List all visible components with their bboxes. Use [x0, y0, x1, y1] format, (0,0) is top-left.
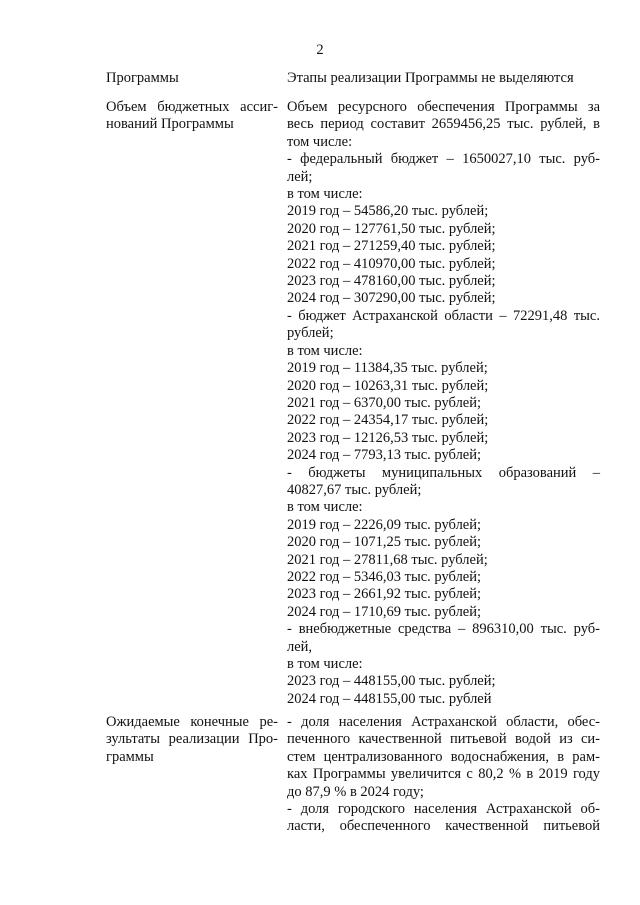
row-label-program-stages [106, 70, 278, 87]
text-line: нований Программы [106, 116, 234, 133]
text-line: 2020 год – 10263,31 тыс. рублей; [287, 377, 489, 394]
text-line: граммы [106, 748, 154, 765]
text-line: 2023 год – 2661,92 тыс. рублей; [287, 586, 482, 603]
text-line: том числе: [287, 133, 353, 150]
text-line: 2019 год – 2226,09 тыс. рублей; [287, 516, 482, 533]
text-line: 2019 год – 11384,35 тыс. рублей; [287, 360, 488, 377]
text-line: - внебюджетные средства – 896310,00 тыс. руб- [287, 621, 600, 638]
text-line: весь период составит 2659456,25 тыс. рублей, в [287, 116, 600, 133]
text-line: в том числе: [287, 342, 363, 359]
text-line: Программы [106, 70, 179, 86]
text-line: стем централизованного водоснабжения, в рам- [287, 748, 600, 765]
text-line: в том числе: [287, 656, 363, 672]
text-line: лей, [287, 638, 313, 655]
row-label-budget-allocations [106, 99, 278, 134]
text-line: 2023 год – 448155,00 тыс. рублей; [287, 673, 496, 690]
text-line: Объем бюджетных ассиг- [106, 99, 278, 115]
text-line: 2024 год – 7793,13 тыс. рублей; [287, 447, 482, 464]
text-line: 2024 год – 1710,69 тыс. рублей; [287, 603, 482, 620]
text-line: Объем ресурсного обеспечения Программы за [287, 99, 600, 115]
text-line: 2024 год – 307290,00 тыс. рублей; [287, 290, 496, 307]
text-line: в том числе: [287, 186, 363, 203]
text-line: 2023 год – 478160,00 тыс. рублей; [287, 273, 496, 290]
text-line: ласти, обеспеченного качественной питьевой [287, 818, 600, 835]
text-line: Ожидаемые конечные ре- [106, 714, 278, 730]
text-line: 2020 год – 127761,50 тыс. рублей; [287, 220, 496, 237]
text-line: зультаты реализации Про- [106, 731, 278, 748]
row-value-expected-results [287, 714, 600, 836]
text-line: Этапы реализации Программы не выделяются [287, 70, 574, 86]
text-line: - доля населения Астраханской области, обес- [287, 714, 600, 730]
text-line: в том числе: [287, 499, 363, 516]
text-line: рублей; [287, 325, 334, 342]
text-line: 2023 год – 12126,53 тыс. рублей; [287, 429, 489, 446]
text-line: 2022 год – 410970,00 тыс. рублей; [287, 255, 496, 272]
row-label-expected-results [106, 714, 278, 766]
text-line: ках Программы увеличится с 80,2 % в 2019 году [287, 766, 600, 783]
text-line: 2020 год – 1071,25 тыс. рублей; [287, 534, 482, 551]
text-line: - бюджеты муниципальных образований – [287, 464, 600, 481]
text-line: - бюджет Астраханской области – 72291,48 тыс. [287, 307, 600, 324]
text-line: 2021 год – 271259,40 тыс. рублей; [287, 238, 496, 255]
text-line: 2022 год – 5346,03 тыс. рублей; [287, 568, 482, 585]
text-line: печенного качественной питьевой водой из си- [287, 731, 600, 748]
page-number: 2 [316, 42, 324, 58]
text-line: лей; [287, 168, 313, 185]
row-value-budget-allocations [287, 99, 600, 708]
text-line: 2021 год – 6370,00 тыс. рублей; [287, 394, 482, 411]
text-line: - федеральный бюджет – 1650027,10 тыс. руб- [287, 151, 600, 168]
text-line: 2022 год – 24354,17 тыс. рублей; [287, 412, 489, 429]
text-line: 2021 год – 27811,68 тыс. рублей; [287, 551, 488, 568]
row-value-program-stages [287, 70, 600, 87]
text-line: до 87,9 % в 2024 году; [287, 783, 424, 800]
text-line: 2019 год – 54586,20 тыс. рублей; [287, 203, 489, 220]
text-line: - доля городского населения Астраханской об- [287, 801, 600, 818]
text-line: 40827,67 тыс. рублей; [287, 481, 422, 498]
text-line: 2024 год – 448155,00 тыс. рублей [287, 690, 492, 707]
